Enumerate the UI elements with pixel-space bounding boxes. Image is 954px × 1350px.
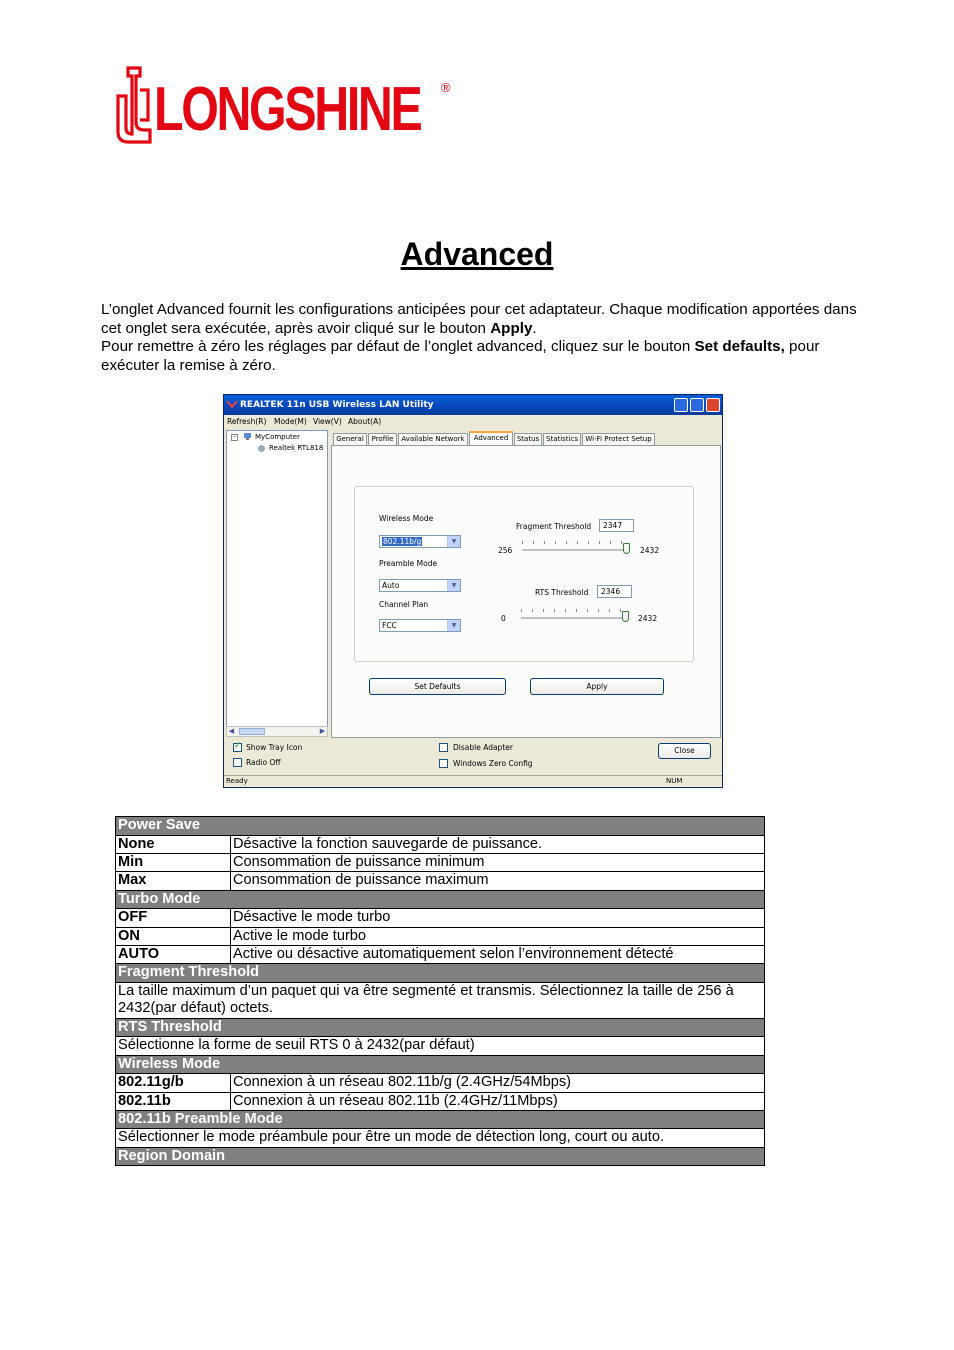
logo-wordmark: LONGSHINE <box>154 75 421 144</box>
chevron-down-icon[interactable]: ▼ <box>447 580 460 591</box>
realtek-app-icon <box>227 399 237 409</box>
parameters-table <box>115 816 765 1166</box>
longshine-logo <box>114 66 454 146</box>
fragment-min-label: 256 <box>498 546 513 555</box>
tree-scrollbar[interactable] <box>226 726 328 737</box>
tree-node-adapter[interactable]: Realtek RTL818 <box>269 444 324 452</box>
show-tray-icon-checkbox[interactable] <box>233 743 242 752</box>
table-row: Sélectionner le mode préambule pour être un mode de détection long, court ou auto. <box>116 1129 765 1147</box>
settings-group <box>354 486 694 662</box>
wireless-mode-select[interactable]: 802.11b/g ▼ <box>379 535 461 548</box>
table-row: Sélectionne la forme de seuil RTS 0 à 2432(par défaut) <box>116 1037 765 1055</box>
rts-threshold-slider[interactable] <box>521 609 629 623</box>
tab-profile[interactable]: Profile <box>368 433 397 445</box>
tab-status[interactable]: Status <box>514 433 542 445</box>
table-row: None Désactive la fonction sauvegarde de puissance. <box>116 835 765 853</box>
tree-node-mycomputer[interactable]: MyComputer <box>255 433 300 441</box>
menu-refresh[interactable]: Refresh(R) <box>227 417 267 426</box>
tab-general[interactable]: General <box>333 433 367 445</box>
tab-available-network[interactable]: Available Network <box>398 433 468 445</box>
wireless-mode-label: Wireless Mode <box>379 514 434 523</box>
section-header-power-save: Power Save <box>116 817 765 836</box>
set-defaults-button[interactable]: Set Defaults <box>369 678 506 695</box>
rts-min-label: 0 <box>501 614 506 623</box>
windows-zero-config-label: Windows Zero Config <box>453 759 533 768</box>
menu-view[interactable]: View(V) <box>313 417 342 426</box>
slider-thumb[interactable] <box>622 611 629 622</box>
menu-bar <box>224 415 722 428</box>
collapse-icon[interactable]: - <box>231 434 238 441</box>
section-header-wireless-mode: Wireless Mode <box>116 1055 765 1074</box>
radio-off-checkbox[interactable] <box>233 758 242 767</box>
menu-mode[interactable]: Mode(M) <box>274 417 307 426</box>
fragment-threshold-slider[interactable] <box>522 541 630 555</box>
slider-thumb[interactable] <box>623 543 630 554</box>
chevron-down-icon[interactable]: ▼ <box>447 536 460 547</box>
intro-paragraph-2: Pour remettre à zéro les réglages par défaut de l’onglet advanced, cliquez sur le bouton Set defaults, pour exécuter la remise à zéro. <box>101 338 820 374</box>
section-header-turbo-mode: Turbo Mode <box>116 890 765 909</box>
intro-paragraph-1: L’onglet Advanced fournit les configurations anticipées pour cet adaptateur. Chaque modification apportées dans cet onglet sera exécutée, après avoir cliqué sur le bouton Apply. <box>101 301 857 337</box>
section-header-rts-threshold: RTS Threshold <box>116 1018 765 1037</box>
adapter-icon <box>257 444 266 453</box>
section-header-preamble-mode: 802.11b Preamble Mode <box>116 1110 765 1129</box>
menu-about[interactable]: About(A) <box>348 417 382 426</box>
fragment-threshold-input[interactable]: 2347 <box>599 519 634 532</box>
table-row: AUTO Active ou désactive automatiquement selon l’environnement détecté <box>116 946 765 964</box>
scroll-left-icon[interactable]: ◀ <box>228 727 235 735</box>
scroll-right-icon[interactable]: ▶ <box>319 727 326 735</box>
table-row: 802.11b Connexion à un réseau 802.11b (2.4GHz/11Mbps) <box>116 1092 765 1110</box>
channel-plan-label: Channel Plan <box>379 600 429 609</box>
section-header-region-domain: Region Domain <box>116 1147 765 1166</box>
minimize-icon[interactable] <box>674 398 688 412</box>
wlan-utility-window <box>223 394 723 788</box>
maximize-icon[interactable] <box>690 398 704 412</box>
radio-off-label: Radio Off <box>246 758 281 767</box>
computer-icon <box>243 432 252 441</box>
close-icon[interactable] <box>706 398 720 412</box>
preamble-mode-label: Preamble Mode <box>379 559 438 568</box>
device-tree[interactable] <box>226 430 328 732</box>
longshine-emblem-icon <box>114 66 154 146</box>
rts-threshold-input[interactable]: 2346 <box>597 585 632 598</box>
show-tray-icon-label: Show Tray Icon <box>246 743 303 752</box>
close-button[interactable]: Close <box>658 743 711 759</box>
status-bar <box>224 775 722 787</box>
chevron-down-icon[interactable]: ▼ <box>447 620 460 631</box>
fragment-max-label: 2432 <box>640 546 660 555</box>
advanced-panel <box>331 445 721 738</box>
table-row: Min Consommation de puissance minimum <box>116 853 765 871</box>
section-header-fragment-threshold: Fragment Threshold <box>116 964 765 983</box>
apply-button[interactable]: Apply <box>530 678 664 695</box>
channel-plan-select[interactable]: FCC ▼ <box>379 619 461 632</box>
window-titlebar <box>224 395 722 415</box>
tab-statistics[interactable]: Statistics <box>543 433 581 445</box>
windows-zero-config-checkbox[interactable] <box>439 759 448 768</box>
registered-mark: ® <box>441 80 451 95</box>
table-row: 802.11g/b Connexion à un réseau 802.11b/g (2.4GHz/54Mbps) <box>116 1074 765 1092</box>
table-row: OFF Désactive le mode turbo <box>116 909 765 927</box>
disable-adapter-checkbox[interactable] <box>439 743 448 752</box>
table-row: ON Active le mode turbo <box>116 927 765 945</box>
rts-threshold-label: RTS Threshold <box>535 588 589 597</box>
rts-max-label: 2432 <box>638 614 658 623</box>
intro-text <box>101 301 861 375</box>
window-title: REALTEK 11n USB Wireless LAN Utility <box>240 400 434 410</box>
page-title: Advanced <box>400 236 554 272</box>
fragment-threshold-label: Fragment Threshold <box>516 522 592 531</box>
status-text: Ready <box>226 777 248 785</box>
tab-wifi-protect-setup[interactable]: Wi-Fi Protect Setup <box>582 433 655 445</box>
scroll-thumb[interactable] <box>239 728 265 735</box>
table-row: La taille maximum d’un paquet qui va être segmenté et transmis. Sélectionnez la taille de 256 à 2432(par défaut) octets. <box>116 982 765 1018</box>
table-row: Max Consommation de puissance maximum <box>116 872 765 890</box>
disable-adapter-label: Disable Adapter <box>453 743 513 752</box>
preamble-mode-select[interactable]: Auto ▼ <box>379 579 461 592</box>
num-lock-indicator: NUM <box>666 777 683 785</box>
tab-advanced[interactable]: Advanced <box>469 431 513 446</box>
